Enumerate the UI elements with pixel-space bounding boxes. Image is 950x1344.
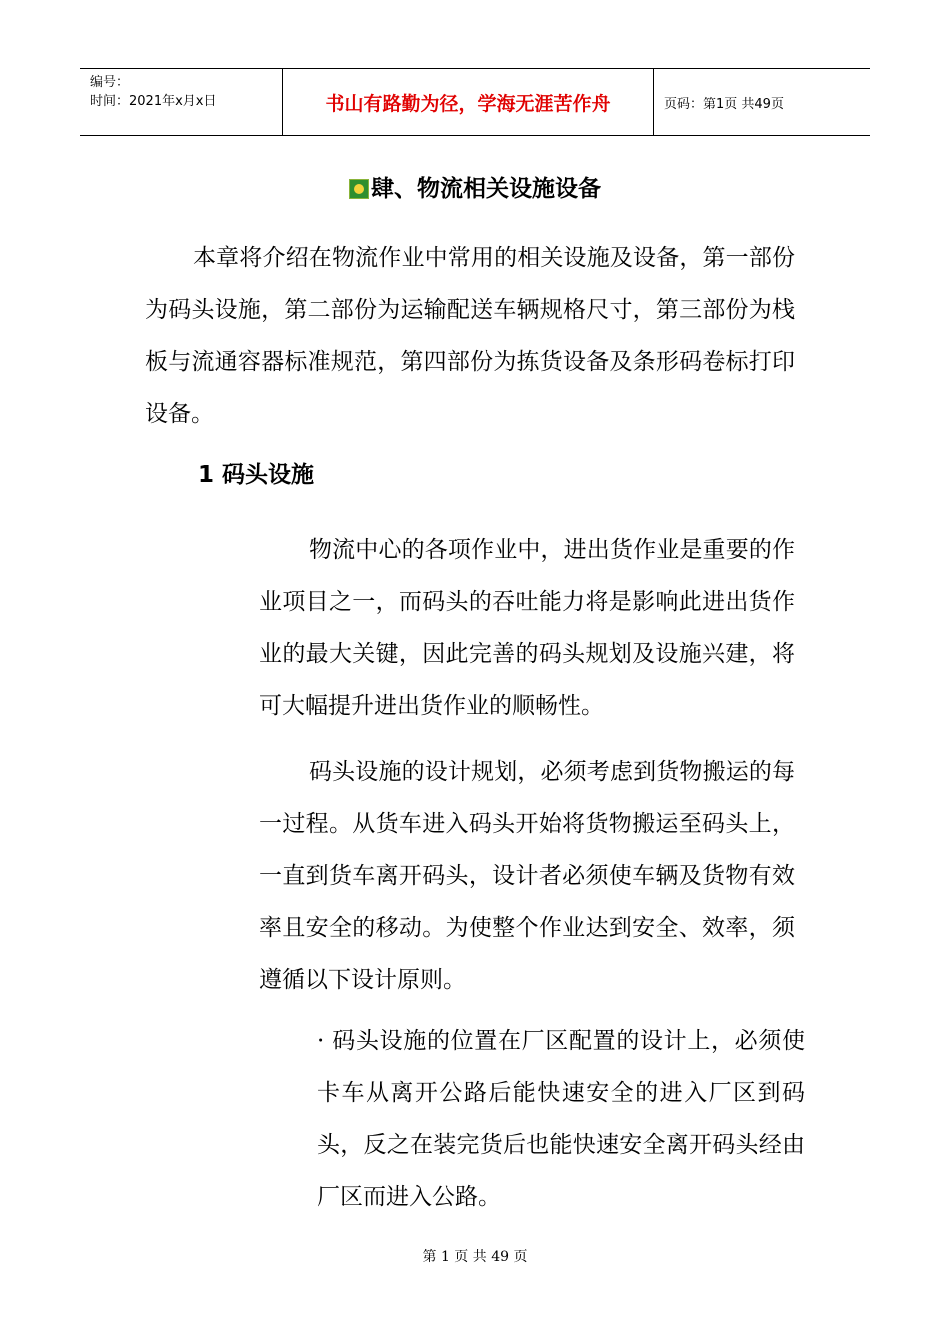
section-heading: 1 码头设施	[198, 462, 315, 488]
header-meta	[80, 69, 282, 135]
header-page-info: 页码：第1页 共49页	[664, 96, 784, 112]
document-title	[0, 170, 950, 203]
number-label: 编号：	[90, 75, 130, 90]
time-label: 时间：2021年x月x日	[90, 94, 217, 109]
intro-paragraph: 本章将介绍在物流作业中常用的相关设施及设备，第一部份为码头设施，第二部份为运输配送车辆规格尺寸，第三部份为栈板与流通容器标准规范，第四部份为拣货设备及条形码卷标打印设备。	[145, 245, 795, 427]
bullet-paragraph-1: · 码头设施的位置在厂区配置的设计上，必须使卡车从离开公路后能快速安全的进入厂区到码头，反之在装完货后也能快速安全离开码头经由厂区而进入公路。	[317, 1028, 805, 1210]
header-table	[80, 68, 870, 136]
header-motto: 书山有路勤为径，学海无涯苦作舟	[282, 69, 654, 135]
body-paragraph-2: 码头设施的设计规划，必须考虑到货物搬运的每一过程。从货车进入码头开始将货物搬运至码头上，一直到货车离开码头，设计者必须使车辆及货物有效率且安全的移动。为使整个作业达到安全、效率，须遵循以下设计原则。	[259, 759, 795, 993]
body-paragraph-1: 物流中心的各项作业中，进出货作业是重要的作业项目之一，而码头的吞吐能力将是影响此进出货作业的最大关键，因此完善的码头规划及设施兴建，将可大幅提升进出货作业的顺畅性。	[259, 537, 795, 719]
document-title-text: 肆、物流相关设施设备	[371, 176, 601, 202]
book-icon	[349, 179, 369, 199]
page-footer: 第 1 页 共 49 页	[422, 1249, 528, 1265]
